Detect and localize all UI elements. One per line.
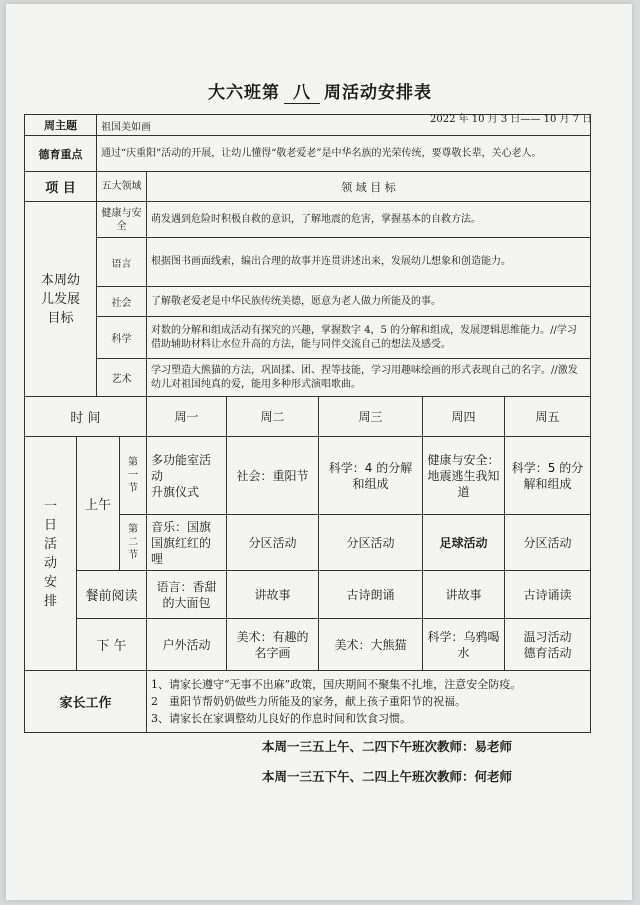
domain-goal-header: 领 域 目 标 bbox=[147, 172, 591, 202]
moral-label: 德育重点 bbox=[25, 136, 97, 172]
goal-domain: 社会 bbox=[97, 287, 147, 317]
five-domains-header: 五大领域 bbox=[97, 172, 147, 202]
activity-cell: 讲故事 bbox=[227, 571, 319, 619]
activity-cell: 美术：有趣的名字画 bbox=[227, 619, 319, 671]
morning-label: 上午 bbox=[77, 437, 120, 571]
week-number: 八 bbox=[284, 78, 320, 104]
goal-text: 根据图书画面线索，编出合理的故事并连贯讲述出来，发展幼儿想象和创造能力。 bbox=[147, 238, 591, 287]
goal-text: 了解敬老爱老是中华民族传统美德，愿意为老人做力所能及的事。 bbox=[147, 287, 591, 317]
activity-cell: 讲故事 bbox=[423, 571, 505, 619]
day-header: 周一 bbox=[147, 397, 227, 437]
section1-label: 第一节 bbox=[120, 437, 147, 515]
pre-meal-label: 餐前阅读 bbox=[77, 571, 147, 619]
activity-cell: 分区活动 bbox=[227, 515, 319, 571]
teacher-line: 本周一三五下午、二四上午班次教师：何老师 bbox=[262, 769, 513, 784]
moral-value: 通过“庆重阳”活动的开展，让幼儿懂得“敬老爱老”是中华名族的光荣传统，要尊敬长辈，关心老人。 bbox=[97, 136, 591, 172]
family-item: 1、请家长遵守“无事不出麻”政策，国庆期间不聚集不扎堆，注意安全防疫。 bbox=[151, 678, 522, 691]
activity-cell: 音乐：国旗国旗红红的哩 bbox=[147, 515, 227, 571]
day-header: 周四 bbox=[423, 397, 505, 437]
activity-cell: 分区活动 bbox=[319, 515, 423, 571]
teacher-line: 本周一三五上午、二四下午班次教师：易老师 bbox=[262, 739, 513, 754]
schedule-table bbox=[24, 114, 591, 733]
activity-cell: 温习活动 德育活动 bbox=[505, 619, 591, 671]
activity-cell: 社会：重阳节 bbox=[227, 437, 319, 515]
goal-domain: 科学 bbox=[97, 317, 147, 359]
item-header: 项 目 bbox=[25, 172, 97, 202]
activity-cell: 古诗朗诵 bbox=[319, 571, 423, 619]
family-label: 家长工作 bbox=[25, 671, 147, 733]
goal-text: 对数的分解和组成活动有探究的兴趣，掌握数字 4，5 的分解和组成，发展逻辑思维能力。//学习借助辅助材料让水位升高的方法，能与同伴交流自己的想法及感受。 bbox=[147, 317, 591, 359]
activity-cell: 古诗诵读 bbox=[505, 571, 591, 619]
day-header: 周五 bbox=[505, 397, 591, 437]
activity-cell: 足球活动 bbox=[423, 515, 505, 571]
goals-label: 本周幼儿发展目标 bbox=[25, 202, 97, 397]
daily-label: 一日活动安排 bbox=[25, 437, 77, 671]
activity-cell: 科学：乌鸦喝水 bbox=[423, 619, 505, 671]
activity-cell: 多功能室活动 升旗仪式 bbox=[147, 437, 227, 515]
title-suffix: 周活动安排表 bbox=[324, 83, 432, 103]
family-item: 2 重阳节帮奶奶做些力所能及的家务，献上孩子重阳节的祝福。 bbox=[151, 695, 466, 708]
goal-domain: 艺术 bbox=[97, 359, 147, 397]
activity-cell: 户外活动 bbox=[147, 619, 227, 671]
goal-domain: 语言 bbox=[97, 238, 147, 287]
afternoon-label: 下 午 bbox=[77, 619, 147, 671]
activity-cell: 健康与安全：地震逃生我知道 bbox=[423, 437, 505, 515]
family-item: 3、请家长在家调整幼儿良好的作息时间和饮食习惯。 bbox=[151, 712, 411, 725]
goal-text: 学习塑造大熊猫的方法，巩固揉、团、捏等技能，学习用趣味绘画的形式表现自己的名字。//激发幼儿对祖国纯真的爱，能用多种形式演唱歌曲。 bbox=[147, 359, 591, 397]
theme-label: 周主题 bbox=[25, 115, 97, 136]
date-range: 2022 年 10 月 3 日—— 10 月 7 日 bbox=[430, 114, 593, 125]
theme-value: 祖国美如画 bbox=[97, 115, 591, 136]
family-items bbox=[147, 671, 591, 733]
goal-text: 萌发遇到危险时积极自救的意识，了解地震的危害，掌握基本的自救方法。 bbox=[147, 202, 591, 238]
time-label: 时 间 bbox=[25, 397, 147, 437]
activity-cell: 美术：大熊猫 bbox=[319, 619, 423, 671]
goal-domain: 健康与安全 bbox=[97, 202, 147, 238]
section2-label: 第二节 bbox=[120, 515, 147, 571]
day-header: 周二 bbox=[227, 397, 319, 437]
activity-cell: 科学：4 的分解和组成 bbox=[319, 437, 423, 515]
activity-cell: 科学：5 的分解和组成 bbox=[505, 437, 591, 515]
activity-cell: 分区活动 bbox=[505, 515, 591, 571]
activity-cell: 语言：香甜的大面包 bbox=[147, 571, 227, 619]
page-title bbox=[0, 78, 640, 104]
day-header: 周三 bbox=[319, 397, 423, 437]
title-prefix: 大六班第 bbox=[208, 83, 280, 103]
